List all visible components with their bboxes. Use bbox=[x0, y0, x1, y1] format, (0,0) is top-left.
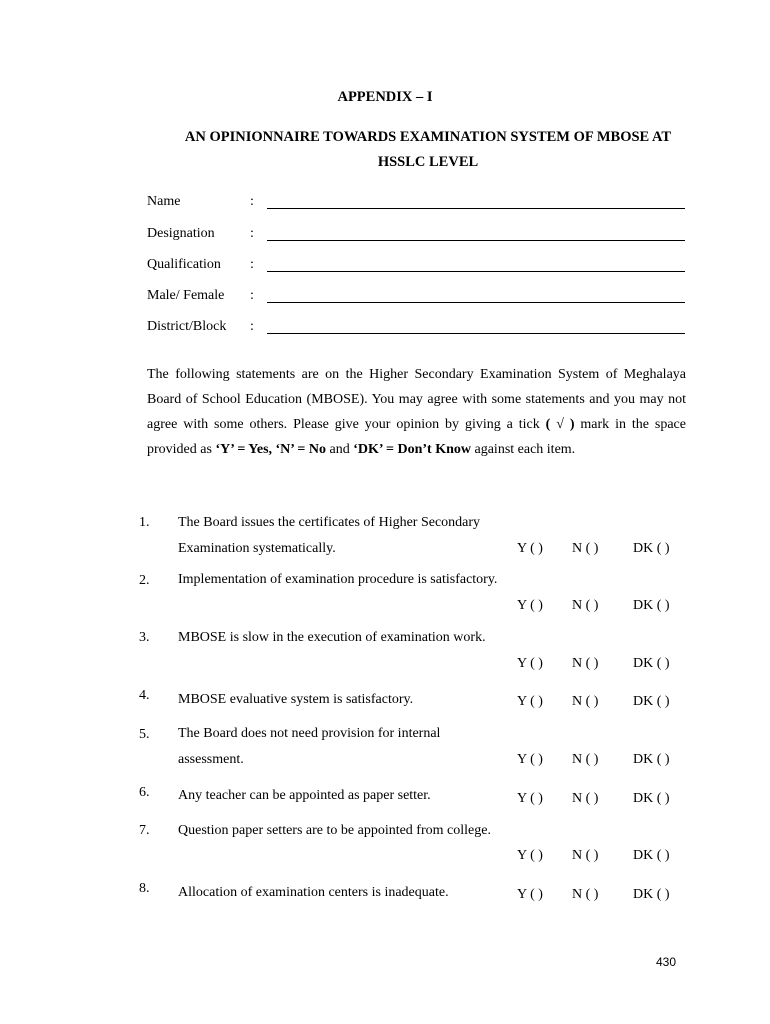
item-number: 4. bbox=[139, 688, 150, 703]
no-option[interactable]: N ( ) bbox=[572, 656, 599, 671]
field-label: Qualification bbox=[147, 257, 221, 272]
yes-option[interactable]: Y ( ) bbox=[517, 541, 543, 556]
dont-know-option[interactable]: DK ( ) bbox=[633, 791, 670, 806]
yes-option[interactable]: Y ( ) bbox=[517, 791, 543, 806]
yes-option[interactable]: Y ( ) bbox=[517, 656, 543, 671]
field-label: Male/ Female bbox=[147, 288, 225, 303]
dont-know-option[interactable]: DK ( ) bbox=[633, 598, 670, 613]
yes-option[interactable]: Y ( ) bbox=[517, 752, 543, 767]
dont-know-option[interactable]: DK ( ) bbox=[633, 752, 670, 767]
name-blank-line[interactable] bbox=[267, 208, 685, 209]
item-number: 7. bbox=[139, 823, 150, 838]
item-number: 2. bbox=[139, 573, 150, 588]
field-colon: : bbox=[250, 194, 254, 209]
page-number: 430 bbox=[656, 955, 677, 969]
field-colon: : bbox=[250, 226, 254, 241]
item-statement: MBOSE is slow in the execution of examination work. bbox=[178, 630, 486, 645]
item-statement: Any teacher can be appointed as paper setter. bbox=[178, 788, 431, 803]
document-title-line1: AN OPINIONNAIRE TOWARDS EXAMINATION SYSTEM OF MBOSE AT bbox=[184, 129, 672, 145]
dont-know-key: ‘DK’ = Don’t Know bbox=[353, 442, 471, 457]
no-option[interactable]: N ( ) bbox=[572, 752, 599, 767]
document-title-line2: HSSLC LEVEL bbox=[377, 154, 479, 170]
instructions-text: and bbox=[326, 442, 354, 457]
field-label: Name bbox=[147, 194, 181, 209]
dont-know-option[interactable]: DK ( ) bbox=[633, 848, 670, 863]
yes-no-key: ‘Y’ = Yes, ‘N’ = No bbox=[215, 442, 326, 457]
item-statement: Question paper setters are to be appointed from college. bbox=[178, 823, 491, 838]
item-number: 8. bbox=[139, 881, 150, 896]
field-colon: : bbox=[250, 319, 254, 334]
no-option[interactable]: N ( ) bbox=[572, 791, 599, 806]
yes-option[interactable]: Y ( ) bbox=[517, 598, 543, 613]
designation-blank-line[interactable] bbox=[267, 240, 685, 241]
yes-option[interactable]: Y ( ) bbox=[517, 694, 543, 709]
yes-option[interactable]: Y ( ) bbox=[517, 887, 543, 902]
field-label: Designation bbox=[147, 226, 215, 241]
item-number: 3. bbox=[139, 630, 150, 645]
appendix-heading: APPENDIX – I bbox=[337, 89, 433, 105]
field-label: District/Block bbox=[147, 319, 227, 334]
dont-know-option[interactable]: DK ( ) bbox=[633, 656, 670, 671]
no-option[interactable]: N ( ) bbox=[572, 541, 599, 556]
dont-know-option[interactable]: DK ( ) bbox=[633, 694, 670, 709]
instructions-paragraph bbox=[147, 362, 686, 462]
instructions-text: mark in the space provided as bbox=[147, 417, 686, 457]
instructions-text: against each item. bbox=[471, 442, 576, 457]
item-statement: Allocation of examination centers is inadequate. bbox=[178, 885, 449, 900]
item-number: 6. bbox=[139, 785, 150, 800]
item-statement: The Board does not need provision for internal assessment. bbox=[178, 726, 441, 767]
item-number: 1. bbox=[139, 515, 150, 530]
item-statement: The Board issues the certificates of Higher Secondary Examination systematically. bbox=[178, 515, 481, 556]
item-statement: MBOSE evaluative system is satisfactory. bbox=[178, 692, 414, 707]
no-option[interactable]: N ( ) bbox=[572, 848, 599, 863]
instructions-text: The following statements are on the Higher Secondary Examination System of Meghalaya Board of School Education (MBOSE). You may agree with some statements and you may not agree with some others. Please give your opinion by giving a tick bbox=[147, 367, 686, 432]
field-colon: : bbox=[250, 257, 254, 272]
no-option[interactable]: N ( ) bbox=[572, 694, 599, 709]
yes-option[interactable]: Y ( ) bbox=[517, 848, 543, 863]
item-statement: Implementation of examination procedure is satisfactory. bbox=[178, 572, 498, 587]
dont-know-option[interactable]: DK ( ) bbox=[633, 887, 670, 902]
tick-symbol: ( √ ) bbox=[545, 417, 575, 432]
gender-blank-line[interactable] bbox=[267, 302, 685, 303]
no-option[interactable]: N ( ) bbox=[572, 598, 599, 613]
qualification-blank-line[interactable] bbox=[267, 271, 685, 272]
dont-know-option[interactable]: DK ( ) bbox=[633, 541, 670, 556]
field-colon: : bbox=[250, 288, 254, 303]
no-option[interactable]: N ( ) bbox=[572, 887, 599, 902]
district-block-blank-line[interactable] bbox=[267, 333, 685, 334]
item-number: 5. bbox=[139, 727, 150, 742]
